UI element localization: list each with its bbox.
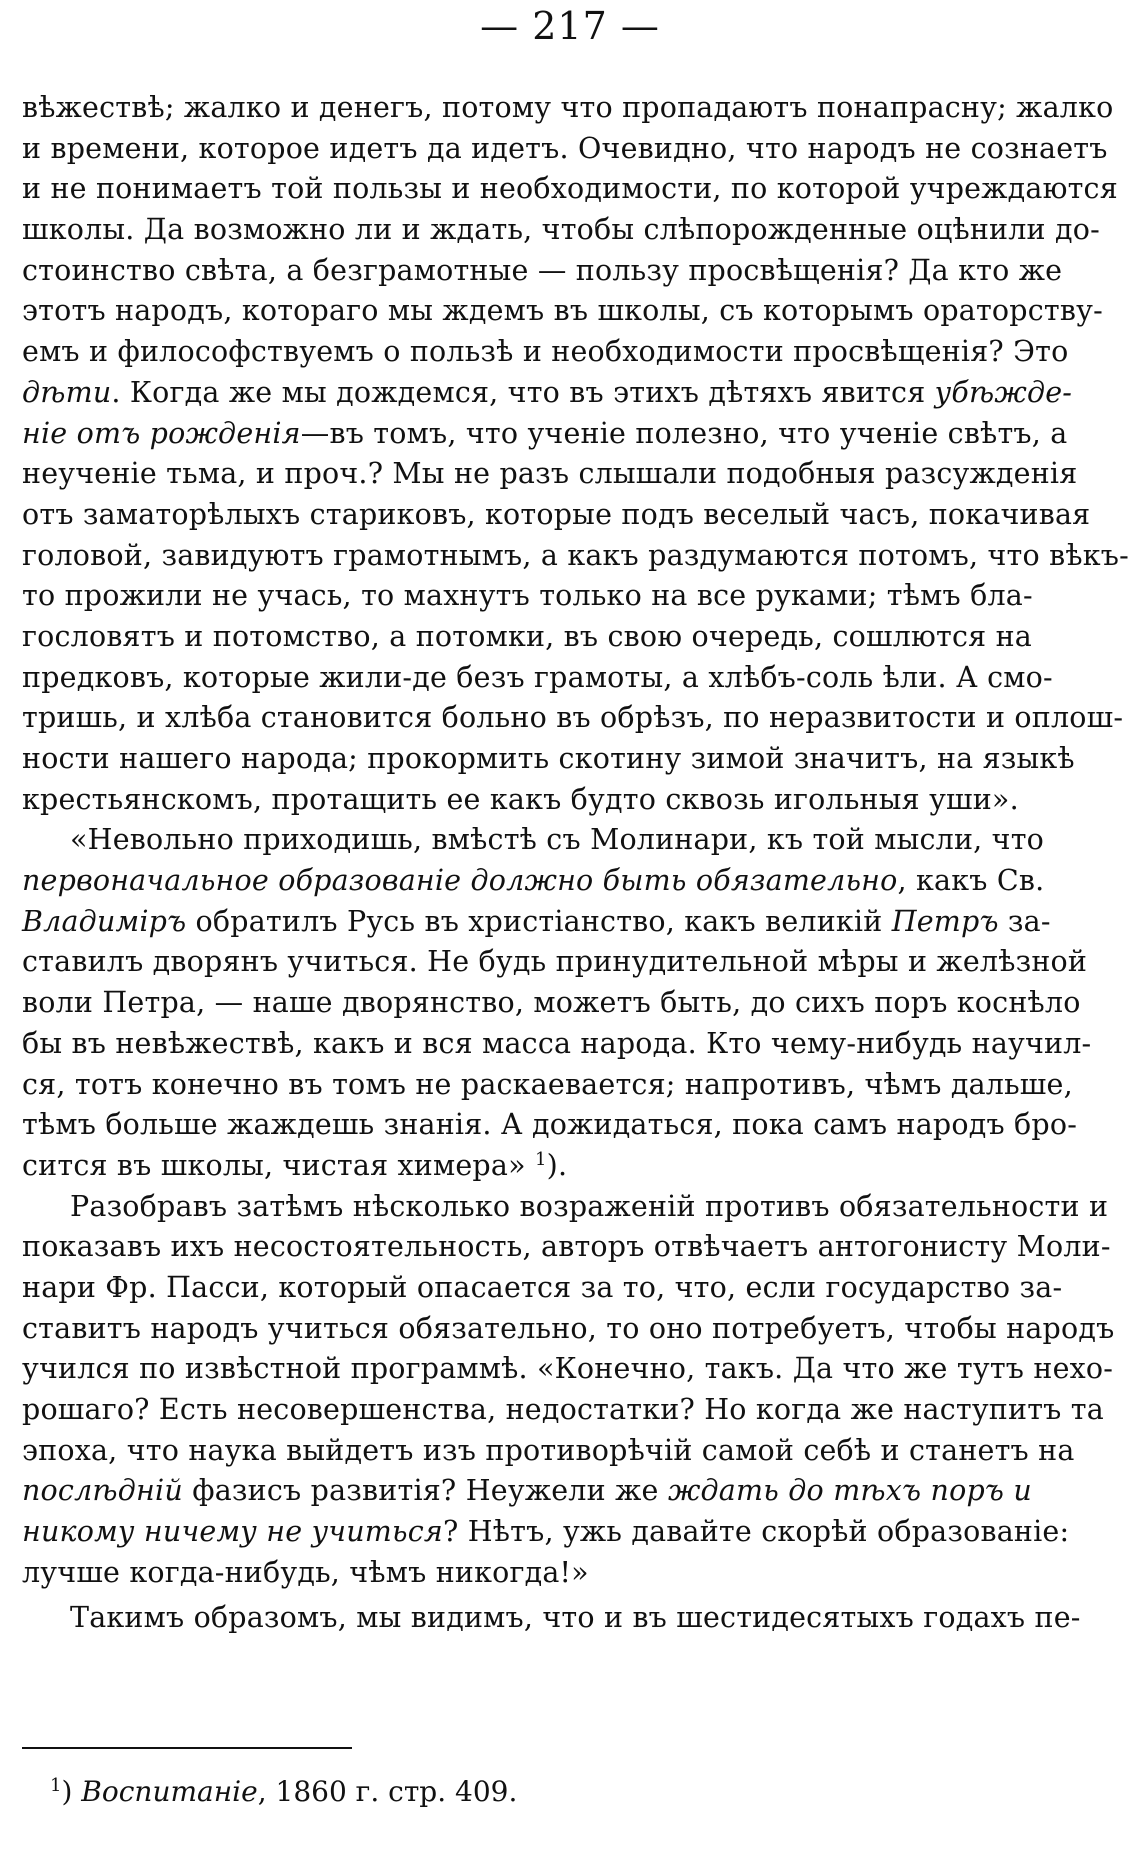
text-line (22, 658, 1053, 699)
italic-text: дѣти (22, 375, 112, 409)
text-run: —въ томъ, что ученіе полезно, что ученіе свѣтъ, а (300, 416, 1068, 450)
text-line (22, 942, 1088, 983)
text-line (22, 291, 1103, 332)
text-run: . Когда же мы дождемся, что въ этихъ дѣтяхъ явится (111, 375, 935, 409)
text-run: бы въ невѣжествѣ, какъ и вся масса народа. Кто чему-нибудь научил- (22, 1026, 1092, 1060)
text-run: показавъ ихъ несостоятельность, авторъ отвѣчаетъ антогонисту Моли- (22, 1230, 1111, 1264)
text-line (22, 1187, 1109, 1228)
text-line (22, 373, 1073, 414)
text-run: сится въ школы, чистая химера» (22, 1148, 535, 1182)
text-run: обратилъ Русь въ христіанство, какъ великій (186, 904, 892, 938)
text-run: Разобравъ затѣмъ нѣсколько возраженій противъ обязательности и (70, 1189, 1109, 1223)
text-line (22, 210, 1100, 251)
text-run: то прожили не учась, то махнутъ только на все руками; тѣмъ бла- (22, 579, 1033, 613)
text-line (22, 536, 1129, 577)
text-line (22, 454, 1078, 495)
text-run: рошаго? Есть несовершенства, недостатки? Но когда же наступитъ та (22, 1393, 1104, 1426)
text-line (22, 88, 1114, 129)
text-run: емъ и философствуемъ о пользѣ и необходимости просвѣщенія? Это (22, 335, 1069, 369)
text-line (22, 414, 1068, 455)
text-run: воли Петра, — наше дворянство, можетъ быть, до сихъ поръ коснѣло (22, 986, 1081, 1020)
text-line (22, 983, 1081, 1024)
text-line (22, 1227, 1111, 1268)
text-run: предковъ, которые жили-де безъ грамоты, а хлѣбъ-соль ѣли. А смо- (22, 660, 1053, 694)
text-line (22, 251, 1063, 292)
text-line (22, 617, 1032, 658)
text-line (22, 332, 1069, 373)
text-run: эпоха, что наука выйдетъ изъ противорѣчій самой себѣ и станетъ на (22, 1433, 1075, 1467)
text-run: ). (546, 1148, 568, 1182)
footnote-separator (22, 1747, 352, 1749)
text-run: ставитъ народъ учиться обязательно, то оно потребуетъ, чтобы народъ (22, 1311, 1115, 1345)
page-number: — 217 — (480, 4, 660, 48)
text-line (22, 495, 1091, 536)
text-line (22, 1105, 1078, 1146)
text-line (22, 129, 1108, 170)
text-run: ся, тотъ конечно въ томъ не раскаевается; напротивъ, чѣмъ дальше, (22, 1067, 1073, 1101)
italic-text: Петръ (891, 904, 999, 938)
text-line (22, 1349, 1114, 1390)
text-run: этотъ народъ, котораго мы ждемъ въ школы, съ которымъ ораторству- (22, 294, 1103, 328)
text-line (22, 169, 1118, 210)
text-run: нари Фр. Пасси, который опасается за то, что, если государство за- (22, 1270, 1063, 1304)
italic-text: убѣжде- (934, 375, 1073, 409)
text-line (22, 1471, 1032, 1512)
italic-text: никому ничему не учиться (22, 1515, 443, 1549)
text-line (22, 902, 1051, 943)
text-run: и не понимаетъ той пользы и необходимости, по которой учреждаются (22, 172, 1118, 206)
text-line (22, 1431, 1075, 1472)
text-line (22, 1268, 1063, 1309)
text-line (22, 1390, 1104, 1431)
text-run: вѣжествѣ; жалко и денегъ, потому что пропадаютъ понапрасну; жалко (22, 91, 1114, 124)
text-run: ? Нѣтъ, ужь давайте скорѣй образованіе: (442, 1515, 1070, 1549)
text-run: за- (998, 904, 1051, 938)
text-run: тѣмъ больше жаждешь знанія. А дожидаться, пока самъ народъ бро- (22, 1108, 1078, 1142)
text-run: и времени, которое идетъ да идетъ. Очевидно, что народъ не сознаетъ (22, 131, 1108, 165)
italic-text: первоначальное образованіе должно быть обязательно (22, 864, 898, 898)
text-line (22, 861, 1045, 902)
text-line (22, 698, 1124, 739)
footnote-title: Воспитаніе (81, 1775, 258, 1808)
footnote-reference: 1 (534, 1148, 547, 1170)
text-line (22, 1598, 1081, 1639)
text-run: ности нашего народа; прокормить скотину зимой значитъ, на языкѣ (22, 742, 1075, 775)
text-line (22, 739, 1075, 780)
text-run: гословятъ и потомство, а потомки, въ свою очередь, сошлются на (22, 619, 1032, 653)
text-line (22, 1512, 1070, 1553)
text-line (22, 1146, 1032, 1187)
text-run: учился по извѣстной программѣ. «Конечно, такъ. Да что же тутъ нехо- (22, 1352, 1114, 1386)
text-run: «Невольно приходишь, вмѣстѣ съ Молинари, къ той мысли, что (70, 823, 1045, 857)
text-line (22, 1309, 1115, 1350)
text-line (22, 1553, 1032, 1594)
text-run: , какъ Св. (897, 864, 1045, 898)
text-run: неученіе тьма, и проч.? Мы не разъ слышали подобныя разсужденія (22, 457, 1078, 491)
text-run: Такимъ образомъ, мы видимъ, что и въ шестидесятыхъ годахъ пе- (70, 1601, 1081, 1635)
text-run: отъ заматорѣлыхъ стариковъ, которые подъ веселый часъ, покачивая (22, 497, 1091, 531)
body-text (22, 88, 1129, 1639)
text-line (22, 820, 1045, 861)
italic-text: ніе отъ рожденія (22, 416, 301, 450)
text-run: ставилъ дворянъ учиться. Не будь принудительной мѣры и желѣзной (22, 945, 1088, 979)
italic-text: Владиміръ (22, 904, 187, 938)
italic-text: ждать до тѣхъ поръ и (667, 1474, 1032, 1508)
footnote (50, 1774, 517, 1810)
footnote-marker-close: ) (61, 1775, 73, 1808)
text-run: стоинство свѣта, а безграмотные — пользу просвѣщенія? Да кто же (22, 253, 1063, 287)
text-run: тришь, и хлѣба становится больно въ обрѣзъ, по неразвитости и оплош- (22, 701, 1124, 735)
text-run: крестьянскомъ, протащить ее какъ будто сквозь игольныя уши». (22, 782, 1019, 816)
text-run: лучше когда-нибудь, чѣмъ никогда!» (22, 1555, 589, 1589)
text-line (22, 576, 1032, 617)
text-run: школы. Да возможно ли и ждать, чтобы слѣпорожденные оцѣнили до- (22, 213, 1100, 247)
text-line (22, 1065, 1073, 1106)
footnote-marker: 1 (50, 1775, 62, 1796)
text-run: фазисъ развитія? Неужели же (182, 1474, 668, 1508)
text-run: головой, завидуютъ грамотнымъ, а какъ раздумаются потомъ, что вѣкъ- (22, 538, 1129, 572)
text-line (22, 1024, 1092, 1065)
text-line (22, 780, 1032, 821)
italic-text: послѣдній (22, 1474, 183, 1508)
footnote-rest: , 1860 г. стр. 409. (257, 1775, 518, 1808)
